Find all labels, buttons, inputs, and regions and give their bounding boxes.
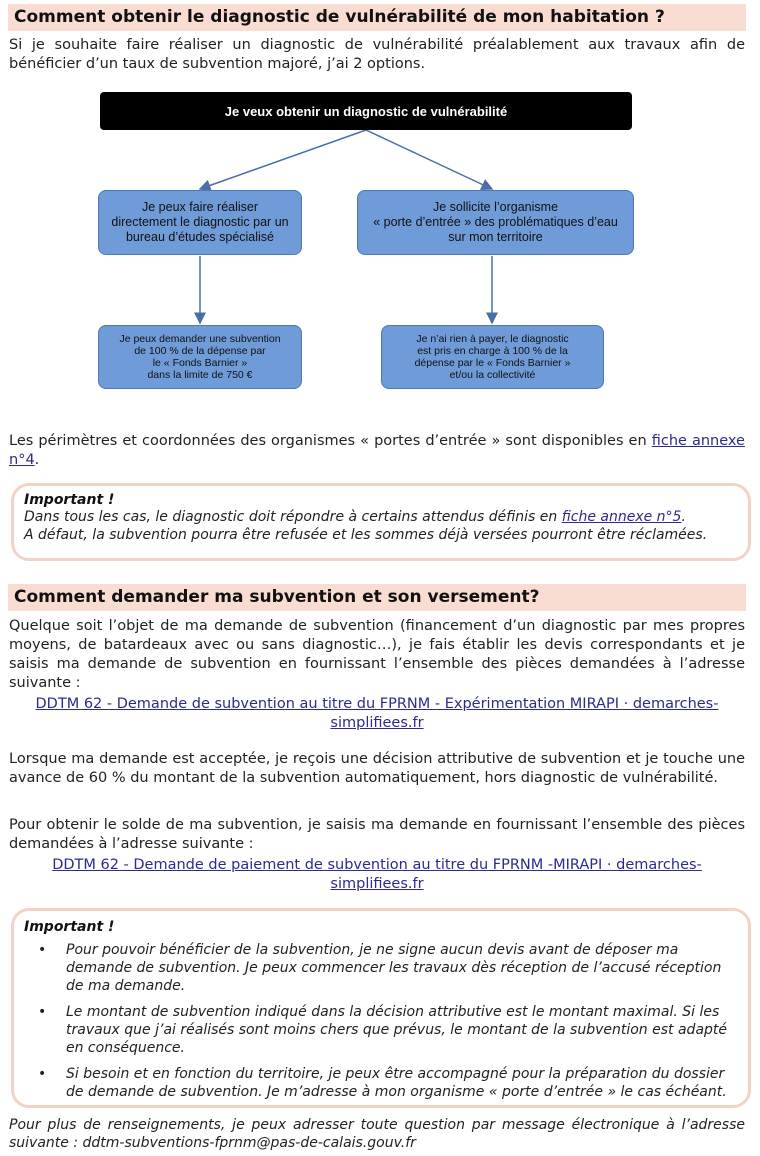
diagram-right-result-node xyxy=(381,325,604,389)
diagram-left-option-label: Je peux faire réaliser directement le diagnostic par un bureau d’études spécialisé xyxy=(111,200,289,244)
demande-subvention-link[interactable] xyxy=(9,695,745,733)
demande-subvention-link-line-2[interactable]: simplifiees.fr xyxy=(330,715,424,731)
important-bullet-list xyxy=(24,941,728,1101)
perimetres-end: . xyxy=(34,452,40,468)
list-item xyxy=(24,1065,728,1101)
subvention-paragraph-3: Pour obtenir le solde de ma subvention, je saisis ma demande en fournissant l’ensemble des pièces demandées à l’adresse suivante : xyxy=(9,817,745,852)
list-item xyxy=(24,1003,728,1057)
important-line-1 xyxy=(24,508,738,526)
list-item-text: Si besoin et en fonction du territoire, je peux être accompagné pour la préparation du dossier de demande de subvention. Je m’adresse à mon organisme « porte d’entrée » le cas échéant. xyxy=(66,1066,727,1100)
demande-subvention-link-line-1[interactable]: DDTM 62 - Demande de subvention au titre du FPRNM - Expérimentation MIRAPI · demarches- xyxy=(35,696,719,712)
subvention-paragraph-2: Lorsque ma demande est acceptée, je reçois une décision attributive de subvention et je touche une avance de 60 % du montant de la subvention automatiquement, hors diagnostic de vulnérabilité. xyxy=(9,751,745,786)
intro-paragraph: Si je souhaite faire réaliser un diagnostic de vulnérabilité préalablement aux travaux afin de bénéficier d’un taux de subvention majoré, j’ai 2 options. xyxy=(9,37,745,72)
bullet-icon: • xyxy=(38,1004,47,1020)
important-title: Important ! xyxy=(24,492,115,508)
list-item-text: Le montant de subvention indiqué dans la décision attributive est le montant maximal. Si les travaux que j’ai réalisés sont moins chers que prévus, le montant de la subvention est adapté en conséquence. xyxy=(66,1004,728,1056)
demande-paiement-link-line-2[interactable]: simplifiees.fr xyxy=(330,876,424,892)
diagram-root-node xyxy=(100,92,632,130)
subvention-paragraph-1: Quelque soit l’objet de ma demande de subvention (financement d’un diagnostic par mes propres moyens, de batardeaux avec ou sans diagnostic…), je fais établir les devis correspondants et je saisis ma demande de subvention en fournissant l’ensemble des pièces demandées à l’adresse suivante : xyxy=(9,618,745,691)
perimetres-paragraph xyxy=(9,432,745,470)
fiche-annexe-5-link[interactable]: fiche annexe n°5 xyxy=(561,509,682,525)
diagram-left-result-label: Je peux demander une subvention de 100 % de la dépense par le « Fonds Barnier » dans la limite de 750 € xyxy=(119,333,281,381)
important-box-subvention xyxy=(11,908,751,1108)
diagram-right-option-label: Je sollicite l’organisme « porte d’entrée » des problématiques d’eau sur mon territoire xyxy=(373,200,618,244)
arrow-root-to-right xyxy=(366,130,492,189)
important-line-1-text: Dans tous les cas, le diagnostic doit répondre à certains attendus définis en xyxy=(24,509,562,525)
demande-paiement-link[interactable] xyxy=(9,856,745,894)
diagram-root-label: Je veux obtenir un diagnostic de vulnérabilité xyxy=(224,103,508,119)
diagram-right-option-node xyxy=(357,190,634,255)
diagram-right-result-label: Je n’ai rien à payer, le diagnostic est pris en charge à 100 % de la dépense par le « Fonds Barnier » et/ou la collectivité xyxy=(414,333,571,381)
fiche-annexe-4-link[interactable]: fiche annexe n°4 xyxy=(9,433,745,468)
important-line-1-end: . xyxy=(681,509,686,525)
footer-contact: Pour plus de renseignements, je peux adresser toute question par message électronique à l’adresse suivante : ddtm-subventions-fprnm@pas-de-calais.gouv.fr xyxy=(9,1117,745,1151)
demande-paiement-link-line-1[interactable]: DDTM 62 - Demande de paiement de subvention au titre du FPRNM -MIRAPI · demarches- xyxy=(52,857,702,873)
bullet-icon: • xyxy=(38,942,47,958)
important-2-title: Important ! xyxy=(24,919,115,935)
diagram-left-option-node xyxy=(98,190,302,255)
list-item-text: Pour pouvoir bénéficier de la subvention, je ne signe aucun devis avant de déposer ma demande de subvention. Je peux commencer les travaux dès réception de l’accusé réception de ma demande. xyxy=(66,942,722,994)
arrow-root-to-left xyxy=(200,130,366,189)
important-box-diagnostic xyxy=(11,483,751,561)
bullet-icon: • xyxy=(38,1066,47,1082)
diagnostic-flow-diagram xyxy=(0,86,760,396)
section-title-diagnostic: Comment obtenir le diagnostic de vulnérabilité de mon habitation ? xyxy=(8,4,746,31)
important-line-2: A défaut, la subvention pourra être refusée et les sommes déjà versées pourront être réclamées. xyxy=(24,527,708,543)
list-item xyxy=(24,941,728,995)
perimetres-text: Les périmètres et coordonnées des organismes « portes d’entrée » sont disponibles en xyxy=(9,433,652,449)
diagram-left-result-node xyxy=(98,325,302,389)
section-title-subvention: Comment demander ma subvention et son versement? xyxy=(8,584,746,611)
